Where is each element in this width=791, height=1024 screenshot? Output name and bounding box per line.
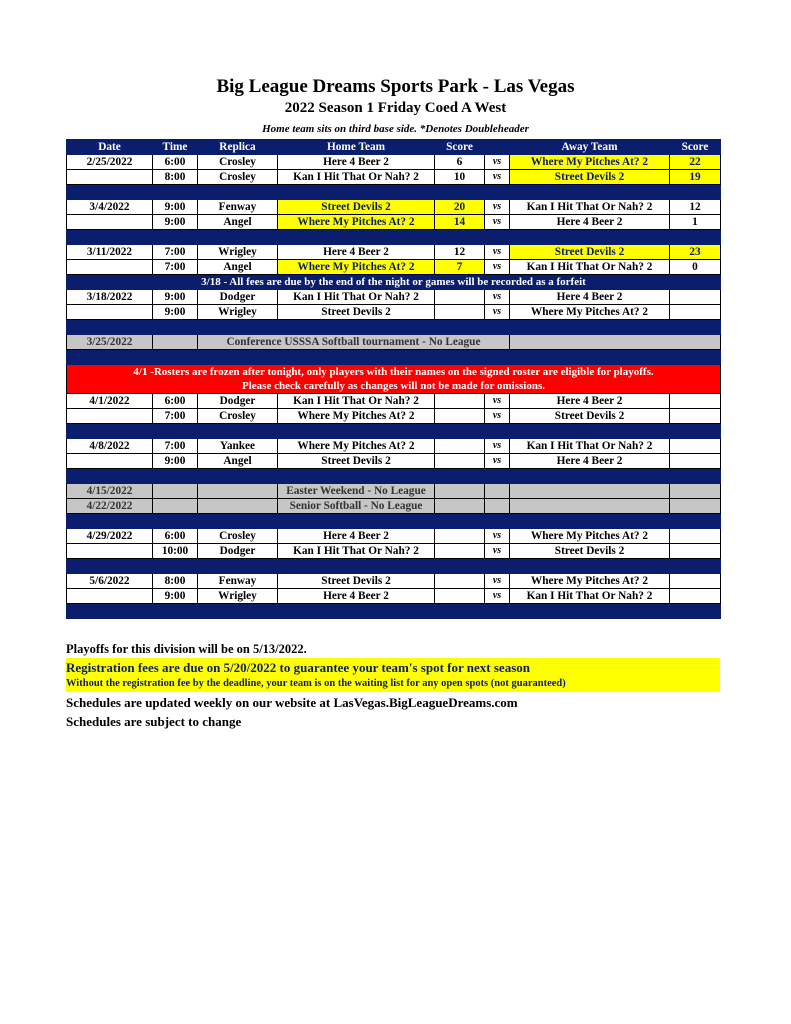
no-league-date: 4/15/2022 [67, 484, 153, 499]
no-league-date: 3/25/2022 [67, 335, 153, 350]
roster-freeze-text [67, 365, 721, 394]
away-score [670, 290, 721, 305]
week-divider [67, 604, 721, 619]
divider-cell [67, 469, 721, 484]
game-time: 8:00 [153, 574, 198, 589]
divider-cell [67, 604, 721, 619]
game-time: 6:00 [153, 155, 198, 170]
home-team: Here 4 Beer 2 [278, 589, 435, 604]
column-header-vs [485, 140, 510, 155]
game-row [67, 215, 721, 230]
table-header-row [67, 140, 721, 155]
playoffs-notice: Playoffs for this division will be on 5/13/2022. [66, 642, 307, 656]
vs-label: vs [485, 544, 510, 559]
empty-cell [153, 499, 198, 514]
game-field: Crosley [198, 409, 278, 424]
game-row [67, 170, 721, 185]
empty-cell [485, 484, 510, 499]
season-subtitle: 2022 Season 1 Friday Coed A West [284, 100, 507, 116]
game-date [67, 260, 153, 275]
game-row [67, 574, 721, 589]
vs-label: vs [485, 454, 510, 469]
week-divider [67, 559, 721, 574]
game-date: 5/6/2022 [67, 574, 153, 589]
home-score: 10 [435, 170, 485, 185]
home-team: Here 4 Beer 2 [278, 529, 435, 544]
vs-label: vs [485, 155, 510, 170]
empty-cell [670, 499, 721, 514]
home-team: Here 4 Beer 2 [278, 155, 435, 170]
away-score [670, 439, 721, 454]
game-field: Dodger [198, 290, 278, 305]
game-field: Fenway [198, 574, 278, 589]
home-team: Kan I Hit That Or Nah? 2 [278, 394, 435, 409]
away-team: Where My Pitches At? 2 [510, 155, 670, 170]
vs-label: vs [485, 305, 510, 320]
away-score [670, 454, 721, 469]
divider-cell [67, 230, 721, 245]
empty-cell [198, 499, 278, 514]
registration-notice: Registration fees are due on 5/20/2022 to guarantee your team's spot for next season [66, 660, 530, 675]
home-score [435, 305, 485, 320]
roster-freeze-line: 4/1 -Rosters are frozen after tonight, only players with their names on the signed roster are eligible for playoffs. [133, 366, 654, 378]
home-team: Where My Pitches At? 2 [278, 439, 435, 454]
home-score [435, 290, 485, 305]
game-time: 7:00 [153, 260, 198, 275]
away-team: Street Devils 2 [510, 544, 670, 559]
game-date: 3/11/2022 [67, 245, 153, 260]
home-team: Kan I Hit That Or Nah? 2 [278, 544, 435, 559]
game-date: 4/1/2022 [67, 394, 153, 409]
home-team: Street Devils 2 [278, 305, 435, 320]
away-team: Here 4 Beer 2 [510, 454, 670, 469]
home-team: Where My Pitches At? 2 [278, 215, 435, 230]
home-team: Kan I Hit That Or Nah? 2 [278, 290, 435, 305]
away-score: 22 [670, 155, 721, 170]
game-date [67, 305, 153, 320]
away-team: Kan I Hit That Or Nah? 2 [510, 439, 670, 454]
game-row [67, 394, 721, 409]
home-team: Street Devils 2 [278, 200, 435, 215]
column-header-home-score: Score [435, 140, 485, 155]
empty-cell [435, 499, 485, 514]
away-score: 1 [670, 215, 721, 230]
game-time: 10:00 [153, 544, 198, 559]
away-team: Here 4 Beer 2 [510, 290, 670, 305]
game-time: 7:00 [153, 439, 198, 454]
game-row [67, 454, 721, 469]
away-score [670, 544, 721, 559]
game-time: 9:00 [153, 215, 198, 230]
game-date [67, 544, 153, 559]
week-divider [67, 469, 721, 484]
home-team-note: Home team sits on third base side. *Denotes Doubleheader [262, 123, 529, 135]
vs-label: vs [485, 409, 510, 424]
vs-label: vs [485, 245, 510, 260]
home-score: 6 [435, 155, 485, 170]
game-field: Dodger [198, 544, 278, 559]
home-score: 7 [435, 260, 485, 275]
away-team: Street Devils 2 [510, 170, 670, 185]
home-team: Where My Pitches At? 2 [278, 260, 435, 275]
away-team: Here 4 Beer 2 [510, 394, 670, 409]
away-score [670, 305, 721, 320]
game-field: Dodger [198, 394, 278, 409]
no-league-row [67, 335, 721, 350]
game-field: Angel [198, 260, 278, 275]
no-league-reason: Senior Softball - No League [278, 499, 435, 514]
vs-label: vs [485, 574, 510, 589]
away-team: Here 4 Beer 2 [510, 215, 670, 230]
home-team: Street Devils 2 [278, 574, 435, 589]
week-divider [67, 320, 721, 335]
home-score [435, 409, 485, 424]
home-score [435, 589, 485, 604]
vs-label: vs [485, 290, 510, 305]
home-score [435, 439, 485, 454]
away-score [670, 574, 721, 589]
game-field: Crosley [198, 155, 278, 170]
divider-cell [67, 185, 721, 200]
game-field: Crosley [198, 529, 278, 544]
game-row [67, 529, 721, 544]
game-time: 7:00 [153, 409, 198, 424]
game-row [67, 439, 721, 454]
away-team: Street Devils 2 [510, 409, 670, 424]
empty-cell [485, 499, 510, 514]
away-score [670, 529, 721, 544]
game-date: 3/4/2022 [67, 200, 153, 215]
no-league-date: 4/22/2022 [67, 499, 153, 514]
divider-cell [67, 320, 721, 335]
game-time: 9:00 [153, 290, 198, 305]
home-score: 12 [435, 245, 485, 260]
game-date: 3/18/2022 [67, 290, 153, 305]
home-score [435, 544, 485, 559]
empty-cell [435, 484, 485, 499]
column-header-replica: Replica [198, 140, 278, 155]
game-time: 6:00 [153, 394, 198, 409]
divider-cell [67, 514, 721, 529]
game-row [67, 544, 721, 559]
empty-cell [153, 335, 198, 350]
game-date [67, 589, 153, 604]
game-date [67, 454, 153, 469]
vs-label: vs [485, 170, 510, 185]
home-score [435, 454, 485, 469]
registration-waitlist-note: Without the registration fee by the deadline, your team is on the waiting list for any open spots (not guaranteed) [66, 678, 566, 689]
game-field: Crosley [198, 170, 278, 185]
game-time: 9:00 [153, 305, 198, 320]
game-date: 4/8/2022 [67, 439, 153, 454]
away-team: Where My Pitches At? 2 [510, 305, 670, 320]
fees-banner [67, 275, 721, 290]
away-score: 0 [670, 260, 721, 275]
game-field: Wrigley [198, 245, 278, 260]
schedule-table [66, 139, 721, 619]
no-league-reason: Easter Weekend - No League [278, 484, 435, 499]
game-field: Angel [198, 215, 278, 230]
away-score: 19 [670, 170, 721, 185]
no-league-reason: Conference USSSA Softball tournament - No League [198, 335, 510, 350]
home-score: 14 [435, 215, 485, 230]
empty-cell [510, 484, 670, 499]
roster-check-line: Please check carefully as changes will not be made for omissions. [242, 380, 545, 392]
away-team: Where My Pitches At? 2 [510, 574, 670, 589]
game-date [67, 409, 153, 424]
game-field: Yankee [198, 439, 278, 454]
game-time: 6:00 [153, 529, 198, 544]
home-team: Street Devils 2 [278, 454, 435, 469]
no-league-row [67, 484, 721, 499]
home-score: 20 [435, 200, 485, 215]
divider-cell [67, 424, 721, 439]
away-team: Kan I Hit That Or Nah? 2 [510, 260, 670, 275]
column-header-time: Time [153, 140, 198, 155]
game-time: 9:00 [153, 454, 198, 469]
fees-banner-text: 3/18 - All fees are due by the end of the night or games will be recorded as a forfeit [67, 275, 721, 290]
vs-label: vs [485, 439, 510, 454]
game-date: 2/25/2022 [67, 155, 153, 170]
home-score [435, 529, 485, 544]
away-score [670, 394, 721, 409]
game-date [67, 215, 153, 230]
away-score [670, 589, 721, 604]
week-divider [67, 514, 721, 529]
away-score: 23 [670, 245, 721, 260]
game-time: 7:00 [153, 245, 198, 260]
game-row [67, 200, 721, 215]
week-divider [67, 350, 721, 365]
home-team: Kan I Hit That Or Nah? 2 [278, 170, 435, 185]
home-team: Where My Pitches At? 2 [278, 409, 435, 424]
column-header-away-team: Away Team [510, 140, 670, 155]
empty-cell [198, 484, 278, 499]
empty-cell [510, 499, 670, 514]
vs-label: vs [485, 200, 510, 215]
vs-label: vs [485, 215, 510, 230]
game-time: 9:00 [153, 589, 198, 604]
empty-cell [153, 484, 198, 499]
game-row [67, 245, 721, 260]
vs-label: vs [485, 589, 510, 604]
column-header-home-team: Home Team [278, 140, 435, 155]
no-league-row [67, 499, 721, 514]
column-header-date: Date [67, 140, 153, 155]
week-divider [67, 424, 721, 439]
game-row [67, 589, 721, 604]
week-divider [67, 185, 721, 200]
home-score [435, 574, 485, 589]
page-title: Big League Dreams Sports Park - Las Vegas [216, 76, 575, 97]
game-date: 4/29/2022 [67, 529, 153, 544]
vs-label: vs [485, 394, 510, 409]
game-row [67, 260, 721, 275]
divider-cell [67, 559, 721, 574]
away-team: Kan I Hit That Or Nah? 2 [510, 589, 670, 604]
game-field: Fenway [198, 200, 278, 215]
game-row [67, 409, 721, 424]
website-notice: Schedules are updated weekly on our website at LasVegas.BigLeagueDreams.com [66, 695, 518, 710]
away-score: 12 [670, 200, 721, 215]
divider-cell [67, 350, 721, 365]
game-field: Wrigley [198, 305, 278, 320]
vs-label: vs [485, 529, 510, 544]
away-score [670, 409, 721, 424]
away-team: Street Devils 2 [510, 245, 670, 260]
roster-freeze-alert [67, 365, 721, 394]
game-field: Angel [198, 454, 278, 469]
vs-label: vs [485, 260, 510, 275]
week-divider [67, 230, 721, 245]
game-row [67, 155, 721, 170]
column-header-away-score: Score [670, 140, 721, 155]
game-field: Wrigley [198, 589, 278, 604]
change-notice: Schedules are subject to change [66, 714, 242, 729]
away-team: Where My Pitches At? 2 [510, 529, 670, 544]
home-score [435, 394, 485, 409]
empty-cell [670, 484, 721, 499]
away-team: Kan I Hit That Or Nah? 2 [510, 200, 670, 215]
game-row [67, 290, 721, 305]
game-time: 8:00 [153, 170, 198, 185]
game-date [67, 170, 153, 185]
home-team: Here 4 Beer 2 [278, 245, 435, 260]
game-time: 9:00 [153, 200, 198, 215]
empty-cell [510, 335, 721, 350]
game-row [67, 305, 721, 320]
